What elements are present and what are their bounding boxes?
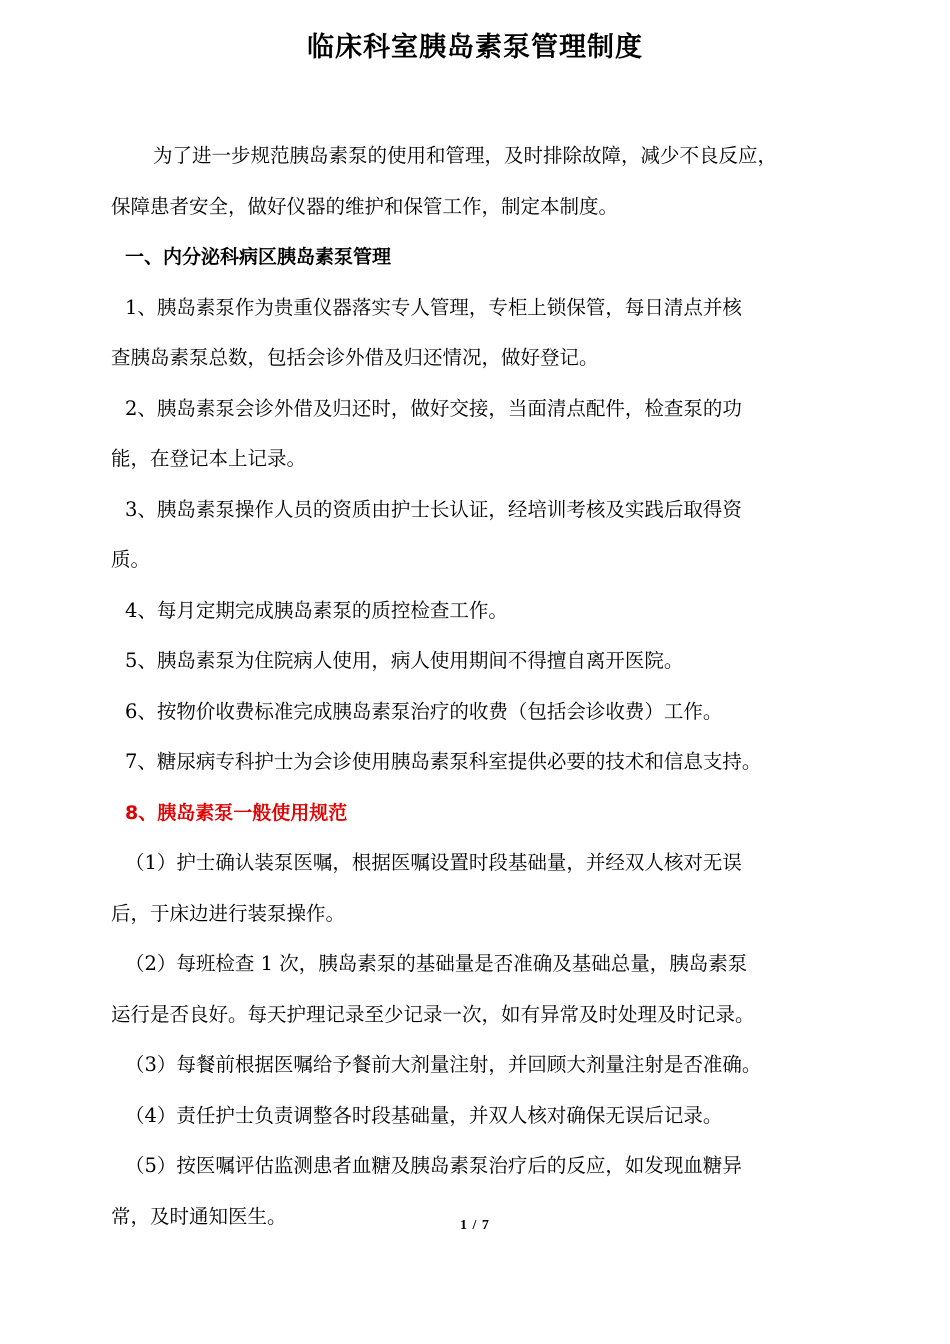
item-2-line-2: 能，在登记本上记录。 <box>111 447 307 470</box>
item-3-line-1: 3、胰岛素泵操作人员的资质由护士长认证，经培训考核及实践后取得资 <box>125 497 742 521</box>
item-3-line-2: 质。 <box>111 548 151 571</box>
section-heading-8: 8、胰岛素泵一般使用规范 <box>125 801 348 824</box>
sub-item-3: （3）每餐前根据医嘱给予餐前大剂量注射，并回顾大剂量注射是否准确。 <box>125 1053 762 1076</box>
page-number: 1 / 7 <box>460 1218 490 1233</box>
sub-item-4: （4）责任护士负责调整各时段基础量，并双人核对确保无误后记录。 <box>125 1103 723 1127</box>
item-7: 7、糖尿病专科护士为会诊使用胰岛素泵科室提供必要的技术和信息支持。 <box>125 750 762 773</box>
sub-item-5-line-1: （5）按医嘱评估监测患者血糖及胰岛素泵治疗后的反应，如发现血糖异 <box>125 1154 742 1177</box>
intro-line-2: 保障患者安全，做好仪器的维护和保管工作，制定本制度。 <box>111 194 619 218</box>
item-1-line-2: 查胰岛素泵总数，包括会诊外借及归还情况，做好登记。 <box>111 346 599 369</box>
sub-item-1-line-2: 后，于床边进行装泵操作。 <box>111 901 346 925</box>
intro-line-1: 为了进一步规范胰岛素泵的使用和管理，及时排除故障，减少不良反应， <box>153 144 778 167</box>
item-1-line-1: 1、胰岛素泵作为贵重仪器落实专人管理，专柜上锁保管，每日清点并核 <box>125 295 742 319</box>
item-2-line-1: 2、胰岛素泵会诊外借及归还时，做好交接，当面清点配件，检查泵的功 <box>125 396 742 420</box>
item-6: 6、按物价收费标准完成胰岛素泵治疗的收费（包括会诊收费）工作。 <box>125 699 723 723</box>
document-body <box>111 131 846 1242</box>
sub-item-2-line-2: 运行是否良好。每天护理记录至少记录一次，如有异常及时处理及时记录。 <box>111 1002 755 1026</box>
item-4: 4、每月定期完成胰岛素泵的质控检查工作。 <box>125 598 508 622</box>
sub-item-1-line-1: （1）护士确认装泵医嘱，根据医嘱设置时段基础量，并经双人核对无误 <box>125 851 742 874</box>
document-title: 临床科室胰岛素泵管理制度 <box>307 32 643 63</box>
item-5: 5、胰岛素泵为住院病人使用，病人使用期间不得擅自离开医院。 <box>125 649 684 672</box>
section-heading-1: 一、内分泌科病区胰岛素泵管理 <box>125 246 392 268</box>
sub-item-2-line-1: （2）每班检查 1 次，胰岛素泵的基础量是否准确及基础总量，胰岛素泵 <box>125 952 748 975</box>
sub-item-5-line-2: 常，及时通知医生。 <box>111 1204 287 1228</box>
